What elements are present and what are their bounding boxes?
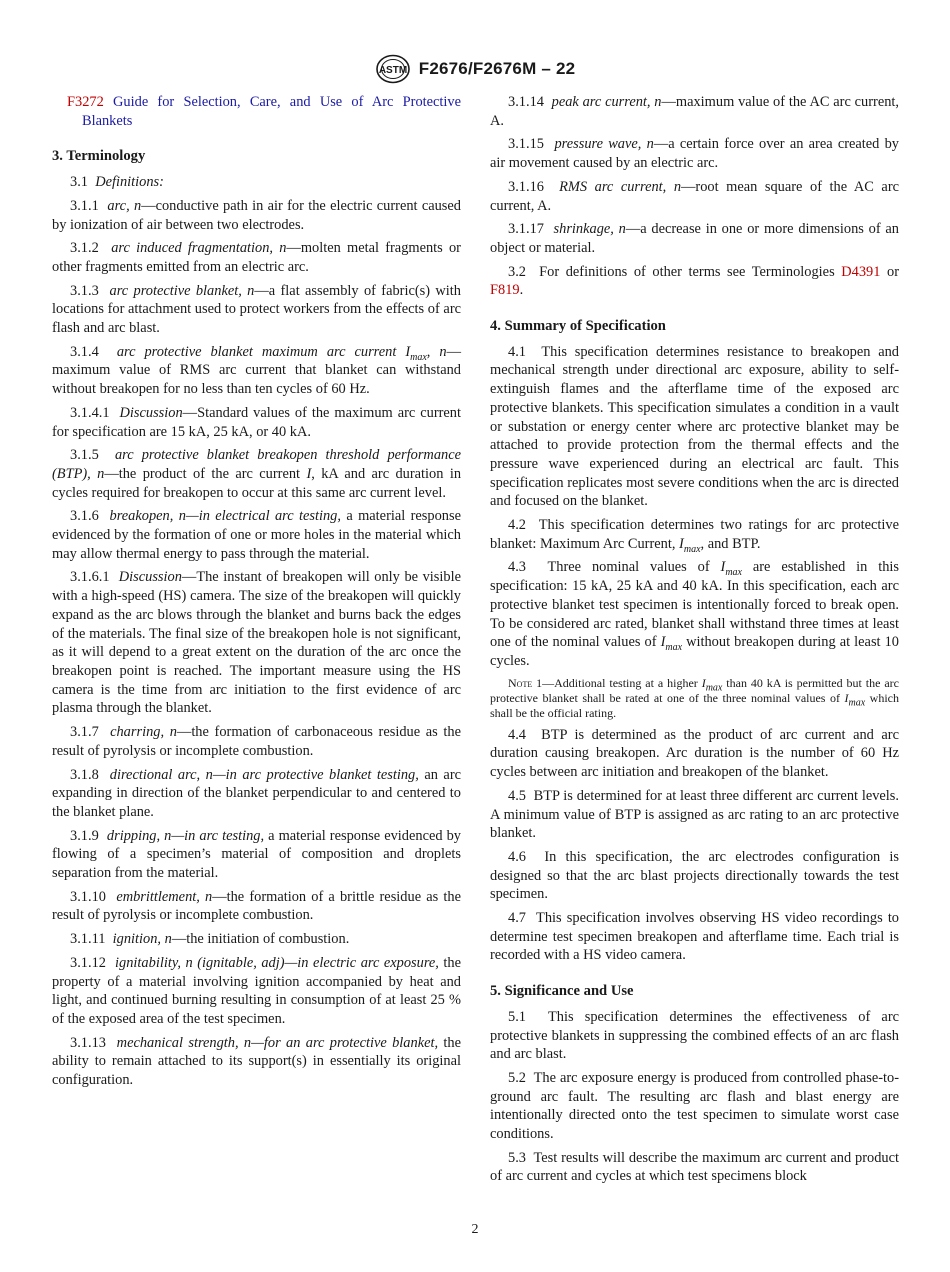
- document-designation: F2676/F2676M – 22: [418, 59, 576, 78]
- para-3-1: 3.1 Definitions:: [70, 174, 164, 191]
- section-heading-terminology: 3. Terminology: [52, 148, 146, 165]
- para-3-1-1: 3.1.1 arc, n—conductive path in air for the electric current caused by ionization of air between two electrodes.: [52, 197, 461, 233]
- para-4-7: 4.7 This specification involves observing HS video recordings to determine test specimen breakopen and afterflame time. Each trial is recorded with a HS video camera.: [490, 910, 900, 964]
- right-column: [490, 93, 899, 1191]
- para-3-1-16: 3.1.16 RMS arc current, n—root mean square of the AC arc current, A.: [490, 178, 899, 214]
- section-heading-significance: 5. Significance and Use: [490, 983, 634, 1000]
- note-1: Note 1—Additional testing at a higher $I_{max}$ than 40 kA is permitted but the arc protective blanket shall be rated at one of the three nominal values of $I_{max}$ which shall be the official rating.: [490, 675, 900, 720]
- page-header: [0, 54, 950, 84]
- reference-code-link[interactable]: F3272: [67, 94, 104, 110]
- para-3-1-10: 3.1.10 embrittlement, n—the formation of a brittle residue as the result of pyrolysis or incomplete combustion.: [52, 888, 461, 924]
- para-3-1-6-1: 3.1.6.1 Discussion—The instant of breakopen will only be visible with a high-speed (HS) camera. The size of the breakopen will quickly expand as the arc blows through the blanket and burns back the edges of the materials. The final size of the breakopen hole is not significant, as it will depend to a great extent on the duration of the arc once the breakopen point is reached. The important measure using the HS camera is the time from arc initiation to the first evidence of arc plasma through the blanket.: [52, 569, 461, 717]
- page-number: 2: [471, 1222, 479, 1237]
- para-5-2: 5.2 The arc exposure energy is produced from controlled phase-to-ground arc fault. The resulting arc flash and blast energy are intentionally directed onto the test specimen to simulate worst case conditions.: [490, 1069, 900, 1143]
- reference-f3272: [52, 93, 461, 130]
- para-4-2: 4.2 This specification determines two ratings for arc protective blanket: Maximum Arc Current, $I_{max}$, and BTP.: [490, 517, 899, 555]
- para-3-1-12: 3.1.12 ignitability, n (ignitable, adj)—in electric arc exposure, the property of a material involving ignition accompanied by heat and light, and continued burning resulting in consumption of at least 25 % of the exposed area of the test specimen.: [52, 954, 461, 1027]
- para-3-1-2: 3.1.2 arc induced fragmentation, n—molten metal fragments or other fragments emitted from an electric arc.: [52, 240, 461, 275]
- astm-logo-icon: [375, 54, 411, 84]
- reference-link-d4391[interactable]: D4391: [841, 263, 881, 280]
- section-heading-summary: 4. Summary of Specification: [490, 318, 666, 335]
- para-5-1: 5.1 This specification determines the effectiveness of arc protective blankets in suppressing the combined effects of an arc flash and arc blast.: [490, 1008, 899, 1063]
- para-4-4: 4.4 BTP is determined as the product of arc current and arc duration causing breakopen. Arc duration is the number of 60 Hz cycles between arc initiation and breakopen of the blanket.: [490, 726, 899, 781]
- para-4-5: 4.5 BTP is determined for at least three different arc current levels. A minimum value of BTP is assigned as arc rating to an arc protective blanket.: [490, 787, 899, 842]
- para-3-1-13: 3.1.13 mechanical strength, n—for an arc protective blanket, the ability to remain attached to its support(s) in essentially its original configuration.: [52, 1034, 461, 1089]
- para-5-3: 5.3 Test results will describe the maximum arc current and product of arc current and cycles at which test specimens block: [490, 1149, 899, 1185]
- para-3-1-8: 3.1.8 directional arc, n—in arc protective blanket testing, an arc expanding in direction of the blanket perpendicular to and centered to the blanket plane.: [52, 766, 461, 820]
- para-4-3: 4.3 Three nominal values of $I_{max}$ are established in this specification: 15 kA, 25 kA and 40 kA. In this specification, each arc protective blanket test specimen is intentionally forced to break open. To be considered arc rated, blanket shall withstand three times at least one of the nominal values of $I_{max}$ without breakopen during at least 10 cycles.: [490, 559, 900, 669]
- para-3-1-17: 3.1.17 shrinkage, n—a decrease in one or more dimensions of an object or material.: [490, 221, 899, 256]
- para-3-1-4-1: 3.1.4.1 Discussion—Standard values of the maximum arc current for specification are 15 kA, 25 kA, or 40 kA.: [52, 404, 461, 440]
- para-3-1-14: 3.1.14 peak arc current, n—maximum value of the AC arc current, A.: [490, 94, 899, 129]
- para-3-1-3: 3.1.3 arc protective blanket, n—a flat assembly of fabric(s) with locations for attachment used to protect workers from the effects of arc flash and arc blast.: [52, 282, 461, 337]
- logo-text: ASTM: [378, 65, 407, 76]
- left-column: [52, 93, 461, 1095]
- reference-title-link[interactable]: Guide for Selection, Care, and Use of Arc Protective Blankets: [82, 94, 461, 129]
- para-3-1-11: 3.1.11 ignition, n—the initiation of combustion.: [70, 931, 350, 948]
- para-3-2: 3.2 For definitions of other terms see Terminologies D4391 or F819.: [490, 263, 899, 299]
- para-3-1-7: 3.1.7 charring, n—the formation of carbonaceous residue as the result of pyrolysis or incomplete combustion.: [52, 724, 461, 759]
- para-4-6: 4.6 In this specification, the arc electrodes configuration is designed so that the arc blast projects directionally towards the test specimen.: [490, 848, 899, 903]
- para-3-1-4: 3.1.4 arc protective blanket maximum arc current $I_{max}$, n—maximum value of RMS arc current that blanket can withstand without breakopen for no less than ten cycles of 60 Hz.: [52, 343, 461, 398]
- para-3-1-15: 3.1.15 pressure wave, n—a certain force over an area created by air movement caused by an electric arc.: [490, 136, 899, 172]
- para-3-1-6: 3.1.6 breakopen, n—in electrical arc testing, a material response evidenced by the formation of one or more holes in the material which may allow thermal energy to pass through the material.: [52, 508, 461, 562]
- para-3-1-5: 3.1.5 arc protective blanket breakopen threshold performance (BTP), n—the product of the arc current I, kA and arc duration in cycles required for breakopen to occur at this same arc current level.: [52, 447, 462, 501]
- para-4-1: 4.1 This specification determines resistance to breakopen and mechanical strength under directional arc exposure, ability to self-extinguish flames and the afterflame time of the exposed arc protective blankets. This specification simulates a condition in a vault or substation or energy center where arc protective blanket may be attached to provide protection from the thermal effects and the pressure wave experienced during an electrical arc fault. This specification replicates most severe conditions when the arc is directed and focused on the blanket.: [490, 343, 899, 510]
- para-3-1-9: 3.1.9 dripping, n—in arc testing, a material response evidenced by flowing of a specimen’s material of composition and droplets separation from the material.: [52, 827, 461, 882]
- reference-link-f819[interactable]: F819: [490, 282, 520, 299]
